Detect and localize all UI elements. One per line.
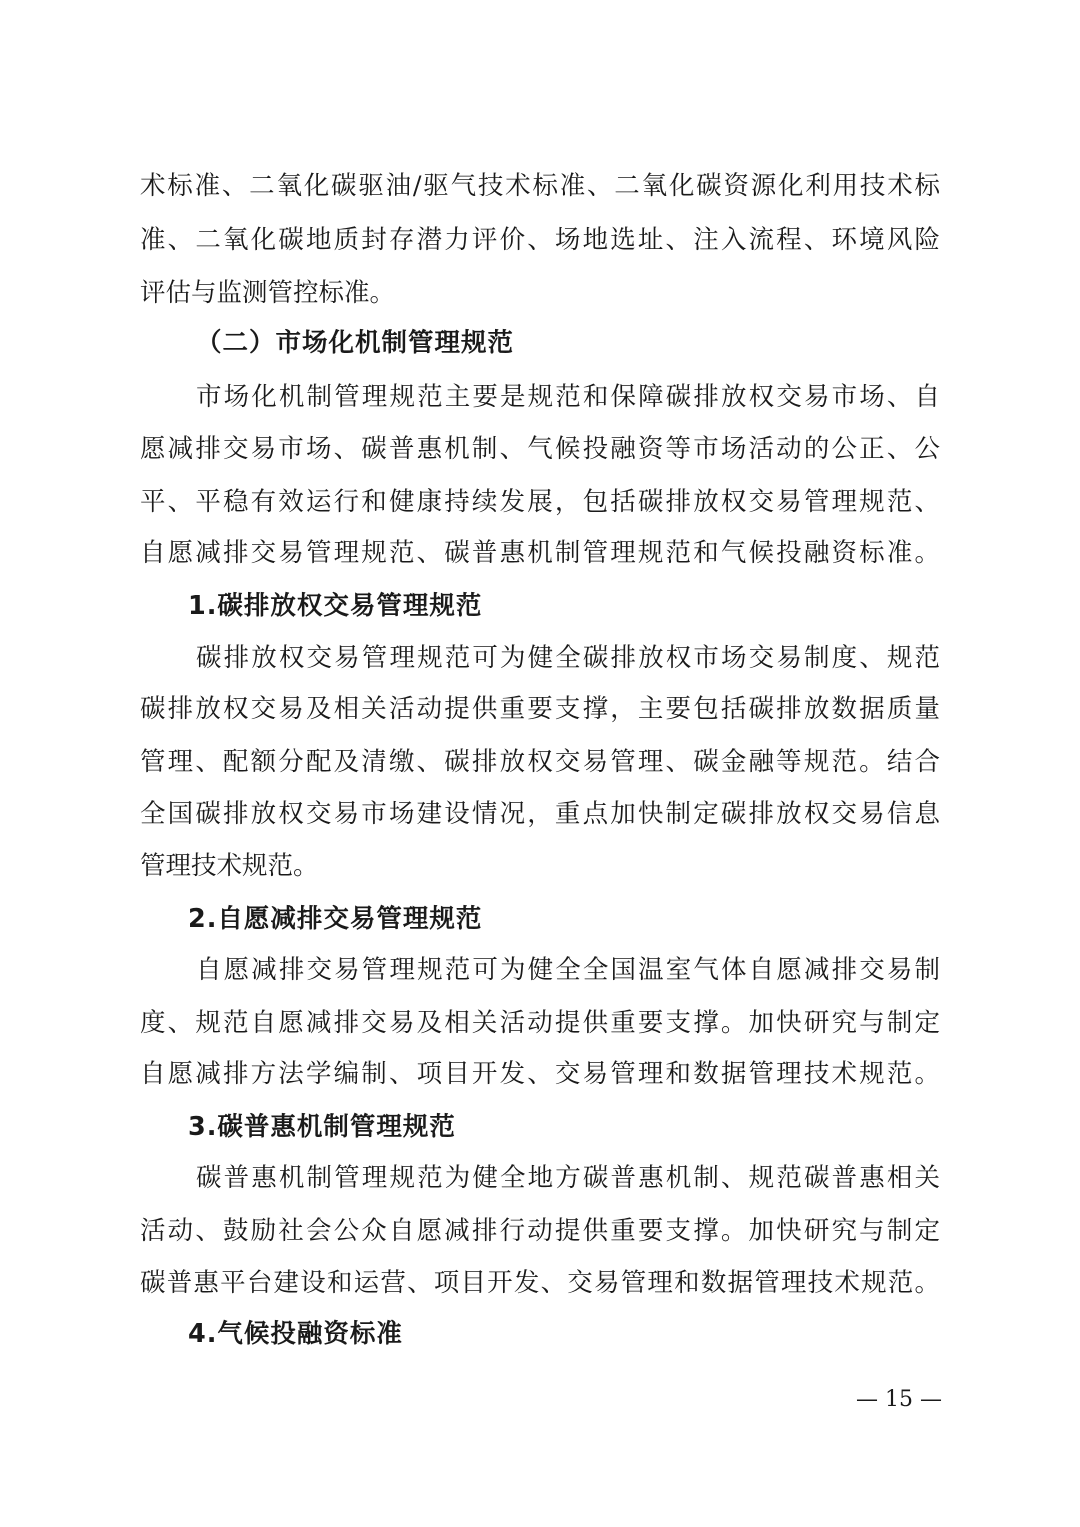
- paragraph-line: 评估与监测管控标准。: [140, 278, 396, 308]
- page-number: — 15 —: [856, 1387, 942, 1412]
- subsection-heading-1: 1.碳排放权交易管理规范: [188, 591, 483, 621]
- paragraph-line: 碳普惠机制管理规范为健全地方碳普惠机制、规范碳普惠相关: [196, 1163, 940, 1193]
- paragraph-line: 市场化机制管理规范主要是规范和保障碳排放权交易市场、自: [196, 382, 940, 412]
- paragraph-line: 全国碳排放权交易市场建设情况，重点加快制定碳排放权交易信息: [140, 799, 940, 829]
- paragraph-line: 管理技术规范。: [140, 851, 319, 881]
- paragraph-line: 自愿减排方法学编制、项目开发、交易管理和数据管理技术规范。: [140, 1059, 940, 1089]
- paragraph-line: 准、二氧化碳地质封存潜力评价、场地选址、注入流程、环境风险: [140, 225, 940, 255]
- paragraph-line: 管理、配额分配及清缴、碳排放权交易管理、碳金融等规范。结合: [140, 747, 940, 777]
- paragraph-line: 自愿减排交易管理规范、碳普惠机制管理规范和气候投融资标准。: [140, 538, 940, 568]
- paragraph-line: 平、平稳有效运行和健康持续发展，包括碳排放权交易管理规范、: [140, 487, 940, 517]
- subsection-heading-2: 2.自愿减排交易管理规范: [188, 904, 483, 934]
- paragraph-line: 活动、鼓励社会公众自愿减排行动提供重要支撑。加快研究与制定: [140, 1216, 940, 1246]
- paragraph-line: 术标准、二氧化碳驱油/驱气技术标准、二氧化碳资源化利用技术标: [140, 171, 940, 201]
- paragraph-line: 愿减排交易市场、碳普惠机制、气候投融资等市场活动的公正、公: [140, 434, 940, 464]
- paragraph-line: 碳排放权交易管理规范可为健全碳排放权市场交易制度、规范: [196, 643, 940, 673]
- subsection-heading-3: 3.碳普惠机制管理规范: [188, 1112, 456, 1142]
- paragraph-line: 碳排放权交易及相关活动提供重要支撑，主要包括碳排放数据质量: [140, 694, 940, 724]
- paragraph-line: 度、规范自愿减排交易及相关活动提供重要支撑。加快研究与制定: [140, 1008, 940, 1038]
- section-heading: （二）市场化机制管理规范: [196, 328, 515, 358]
- paragraph-line: 自愿减排交易管理规范可为健全全国温室气体自愿减排交易制: [196, 955, 940, 985]
- paragraph-line: 碳普惠平台建设和运营、项目开发、交易管理和数据管理技术规范。: [140, 1268, 940, 1298]
- subsection-heading-4: 4.气候投融资标准: [188, 1319, 403, 1349]
